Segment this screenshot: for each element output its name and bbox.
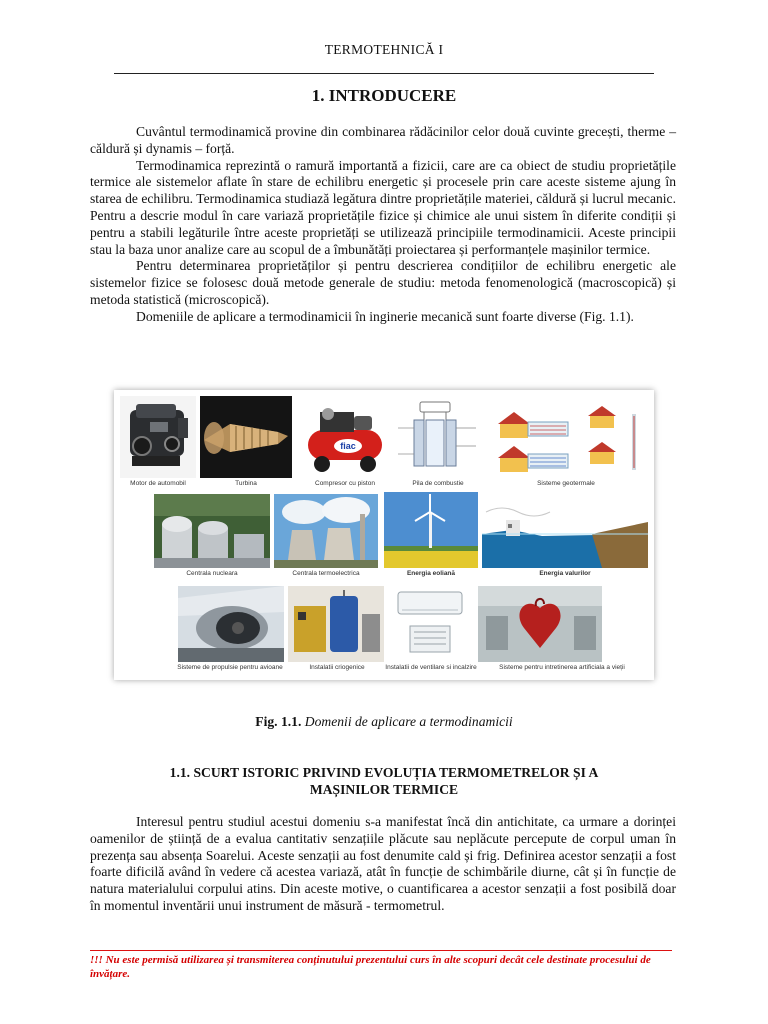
caption-hvac: Instalatii de ventilare si incalzire [385, 664, 477, 671]
geothermal-image [484, 396, 648, 478]
intro-text [90, 124, 676, 326]
figure-label: Fig. 1.1. [255, 714, 302, 729]
wave-energy-image [482, 494, 648, 568]
caption-engine: Motor de automobil [130, 480, 186, 487]
section-title-line: MAȘINILOR TERMICE [309, 782, 459, 797]
compressor-image [298, 396, 392, 478]
figure-caption [0, 714, 768, 730]
thermal-plant-image [274, 494, 378, 568]
life-support-image [478, 586, 602, 662]
footer-rule [90, 950, 672, 951]
fuel-cell-diagram [396, 398, 480, 478]
intro-paragraph: Termodinamica reprezintă o ramură importantă a fizicii, care are ca obiect de studiu proprietățile termice ale sistemelor aflate în stare de echilibru energetic și procesele prin care aceste sisteme ajung în starea de echilibru. Termodinamica studiază legătura dintre proprietățile materiei, căldură și lucrul mecanic. Pentru a descrie modul în care variază proprietățile fizice și chimice ale unui sistem în diferite condiții și pentru a stabili legăturile între aceste proprietăți se utilizează principiile termodinamicii. Aceste principii stau la baza unor analize care au scopul de a îmbunătăți proiectarea și performanțele mașinilor termice. [90, 157, 676, 257]
caption-propulsion: Sisteme de propulsie pentru avioane [177, 664, 283, 671]
header-rule [114, 73, 654, 74]
chapter-title: 1. INTRODUCERE [311, 86, 457, 105]
figure-caption-text: Domenii de aplicare a termodinamicii [304, 714, 513, 729]
caption-wind: Energia eoliană [406, 570, 456, 577]
copyright-notice: !!! Nu este permisă utilizarea și transmiterea conținutului prezentului curs în alte scopuri decât cele destinate procesului de învățare. [90, 954, 651, 980]
section-title [140, 764, 628, 798]
intro-paragraph: Pentru determinarea proprietăților și pentru descrierea condițiilor de echilibru energetic ale sistemelor fizice se folosesc două metode generale de studiu: metoda fenomenologică (macroscopică) și metoda statistică (microscopică). [90, 258, 676, 307]
caption-nuclear: Centrala nucleara [186, 570, 238, 577]
caption-life-support: Sisteme pentru intretinerea artificiala a vieții [499, 664, 625, 671]
intro-paragraph: Cuvântul termodinamică provine din combinarea rădăcinilor celor două cuvinte grecești, therme – căldură și dynamis – forță. [90, 124, 676, 156]
running-header: TERMOTEHNICĂ I [324, 42, 444, 57]
figure-collage [114, 390, 654, 680]
caption-fuel-cell: Pila de combustie [412, 480, 464, 487]
caption-wave: Energia valurilor [539, 570, 591, 577]
engine-image [120, 396, 196, 478]
wind-energy-image [384, 492, 478, 568]
caption-thermal: Centrala termoelectrica [292, 570, 360, 577]
caption-turbine: Turbina [235, 480, 257, 487]
aircraft-engine-image [178, 586, 284, 662]
history-paragraph: Interesul pentru studiul acestui domeniu s-a manifestat încă din antichitate, ca urmare a dorinței oamenilor de știință de a evalua cantitativ senzațiile plăcute sau neplăcute percepute de corpul uman în prezența sau absența Soarelui. Aceste senzații au fost denumite cald și frig. Definirea acestor senzații a fost foarte dificilă având în vedere că acestea variază, atât în funcție de schimbările diurne, cât și în funcție de natura materialului corpului atins. Din aceste motive, o cuantificarea a acestor senzații a fost posibilă doar în momentul inventării unui instrument de măsură - termometrul. [90, 814, 676, 913]
intro-paragraph: Domeniile de aplicare a termodinamicii în inginerie mecanică sunt foarte diverse (Fig. 1.1). [136, 308, 634, 324]
caption-cryogenic: Instalatii criogenice [309, 664, 365, 671]
caption-compressor: Compresor cu piston [315, 480, 375, 487]
hvac-image [388, 586, 474, 662]
section-title-line: 1.1. SCURT ISTORIC PRIVIND EVOLUȚIA TERMOMETRELOR ȘI A [169, 765, 599, 780]
cryogenic-image [288, 586, 384, 662]
caption-geothermal: Sisteme geotermale [537, 480, 595, 487]
compressor-brand-label: fiac [340, 441, 356, 451]
turbine-image [200, 396, 292, 478]
history-text [90, 814, 676, 915]
nuclear-plant-image [154, 494, 270, 568]
